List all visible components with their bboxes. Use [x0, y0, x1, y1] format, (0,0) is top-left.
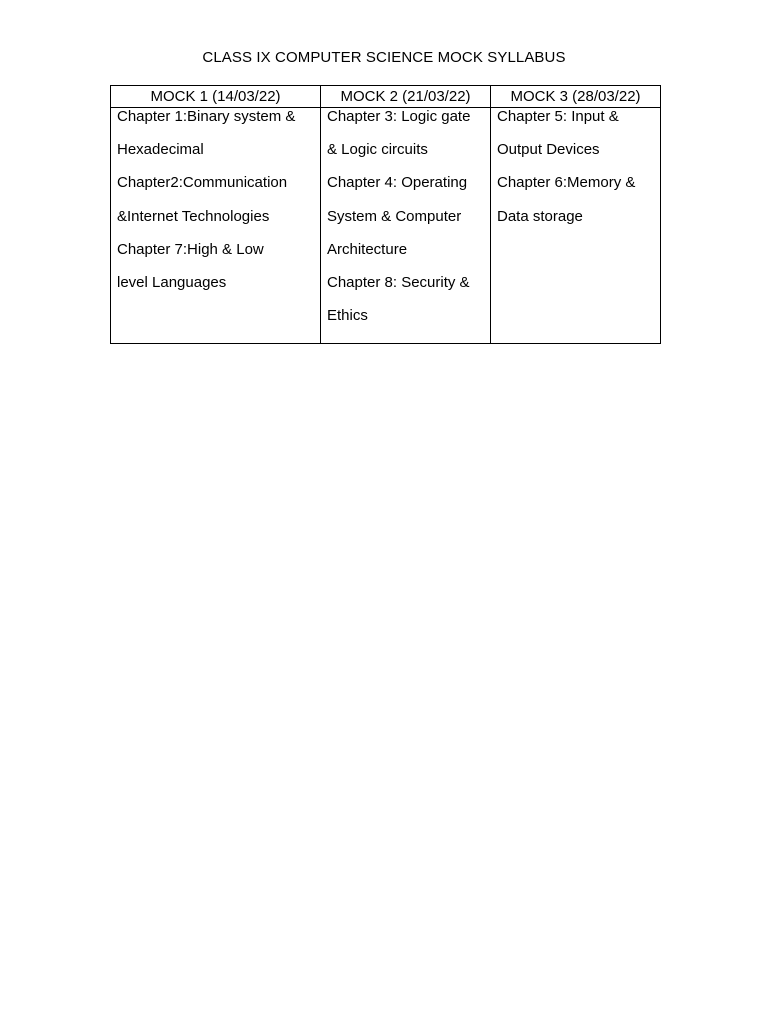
mock-3-line: Chapter 6:Memory & — [497, 174, 636, 192]
mock-2-line: Architecture — [327, 240, 408, 258]
header-mock-2: MOCK 2 (21/03/22) — [321, 86, 491, 108]
mock-1-line: Chapter 1:Binary system & — [117, 108, 296, 125]
mock-1-line: level Languages — [117, 273, 227, 291]
mock-2-line: & Logic circuits — [327, 141, 428, 159]
header-mock-3: MOCK 3 (28/03/22) — [491, 86, 661, 108]
mock-2-chapters-cell — [321, 108, 491, 344]
mock-3-line: Data storage — [497, 207, 583, 225]
mock-2-line: Chapter 4: Operating — [327, 174, 468, 192]
mock-1-chapters-cell — [111, 108, 321, 344]
mock-1-line: Chapter 7:High & Low — [117, 240, 264, 258]
mock-1-line: Chapter2:Communication — [117, 174, 288, 192]
table-header-row — [111, 86, 661, 108]
mock-2-line: System & Computer — [327, 207, 462, 225]
mock-3-chapters-cell — [491, 108, 661, 344]
mock-2-line: Ethics — [327, 307, 368, 325]
mock-1-line: &Internet Technologies — [117, 207, 270, 225]
document-title: CLASS IX COMPUTER SCIENCE MOCK SYLLABUS — [202, 49, 566, 66]
mock-3-line: Output Devices — [497, 141, 600, 159]
header-mock-1: MOCK 1 (14/03/22) — [111, 86, 321, 108]
table-row — [111, 108, 661, 344]
mock-2-line: Chapter 8: Security & — [327, 273, 470, 291]
mock-1-line: Hexadecimal — [117, 141, 204, 159]
mock-2-line: Chapter 3: Logic gate — [327, 108, 471, 125]
mock-syllabus-table — [110, 85, 661, 344]
mock-3-line: Chapter 5: Input & — [497, 108, 619, 125]
